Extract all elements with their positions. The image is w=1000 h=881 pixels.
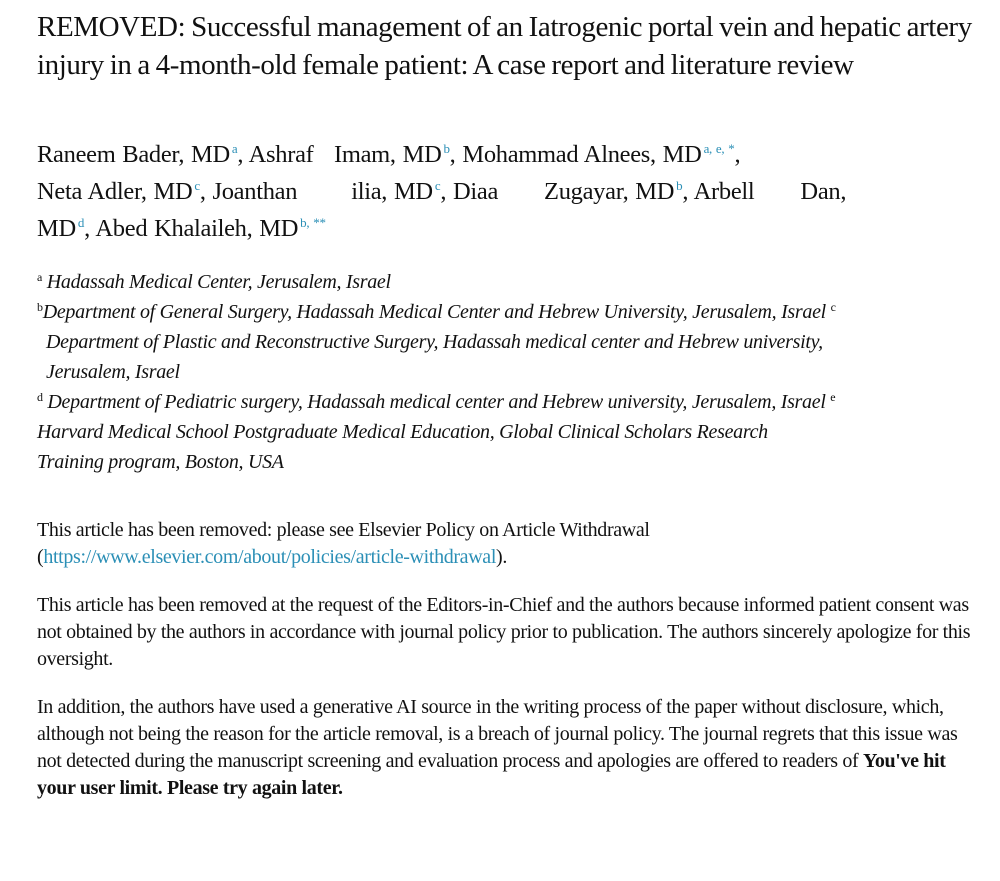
affiliation-text: Jerusalem, Israel <box>46 361 180 383</box>
affiliation-label: d <box>37 390 43 404</box>
article-title: REMOVED: Successful management of an Iatrogenic portal vein and hepatic artery injury in a 4-month-old female patient: A case report and literature review <box>37 11 972 81</box>
affiliation-b <box>37 297 985 327</box>
author-name-part: ilia, MD <box>351 178 433 205</box>
author-name: Neta Adler, MD <box>37 178 193 205</box>
author-name: Ashraf Imam, MD <box>248 141 442 168</box>
affiliation-text: Department of General Surgery, Hadassah Medical Center and Hebrew University, Jerusalem, Israel <box>42 301 826 323</box>
author-affiliation-marker[interactable]: c <box>434 178 441 193</box>
affiliation-label: b <box>37 300 43 314</box>
affiliation-text: Training program, Boston, USA <box>37 451 284 473</box>
affiliation-label: c <box>830 300 836 314</box>
author-affiliation-marker[interactable]: b <box>676 178 683 193</box>
author-8[interactable] <box>95 215 325 242</box>
affiliation-e-continued <box>37 447 985 477</box>
author-affiliation-marker[interactable]: c <box>194 178 200 193</box>
author-affiliation-marker[interactable]: d <box>77 215 85 230</box>
author-name-part: Zugayar, MD <box>544 178 675 205</box>
affiliation-d <box>37 387 985 417</box>
affiliation-a <box>37 267 985 297</box>
affiliation-text: Department of Pediatric surgery, Hadassah medical center and Hebrew university, Jerusalem, Israel <box>47 391 826 413</box>
notice-paragraph-ai <box>37 694 985 802</box>
author-name: Mohammad Alnees, MD <box>462 141 702 168</box>
author-name-part: Dan, <box>800 178 847 205</box>
author-name-part: MD <box>37 215 76 242</box>
removal-notice <box>37 517 985 802</box>
affiliation-text: Harvard Medical School Postgraduate Medical Education, Global Clinical Scholars Research <box>37 421 768 443</box>
author-2[interactable] <box>249 141 450 168</box>
affiliation-list <box>37 267 985 477</box>
notice-text: In addition, the authors have used a generative AI source in the writing process of the paper without disclosure, which, although not being the reason for the article removal, is a breach of journal policy. The journal regrets that this issue was not detected during the manuscript screening and evaluation process and apologies are offered to readers of <box>37 696 958 772</box>
notice-text: ). <box>496 546 507 568</box>
withdrawal-policy-link[interactable]: https://www.elsevier.com/about/policies/article-withdrawal <box>43 546 497 568</box>
author-4[interactable] <box>37 178 200 205</box>
notice-paragraph-consent: This article has been removed at the request of the Editors-in-Chief and the authors because informed patient consent was not obtained by the authors in accordance with journal policy prior to publication. The authors sincerely apologize for this oversight. <box>37 594 971 670</box>
author-6[interactable] <box>453 178 682 205</box>
author-name: Raneem Bader, MD <box>37 141 230 168</box>
author-affiliation-marker[interactable]: a, e, * <box>703 141 735 156</box>
notice-text: This article has been removed: please see Elsevier Policy on Article Withdrawal ( <box>37 519 650 568</box>
affiliation-text: Department of Plastic and Reconstructive Surgery, Hadassah medical center and Hebrew university, <box>46 331 823 353</box>
affiliation-c <box>37 327 985 357</box>
affiliation-c-continued <box>37 357 985 387</box>
author-5[interactable] <box>213 178 441 205</box>
notice-paragraph-policy <box>37 517 985 571</box>
author-affiliation-marker[interactable]: b <box>443 141 450 156</box>
affiliation-label: a <box>37 270 43 284</box>
author-7[interactable] <box>694 178 847 205</box>
article-page <box>37 8 985 823</box>
affiliation-e <box>37 417 985 447</box>
author-name: Abed Khalaileh, MD <box>95 215 299 242</box>
author-name-part: Joanthan <box>212 178 298 205</box>
notice-bold-text: You've hit your user limit. Please try again later. <box>37 750 946 799</box>
affiliation-label: e <box>830 390 836 404</box>
author-3[interactable] <box>462 141 734 168</box>
author-1[interactable] <box>37 141 237 168</box>
author-name-part: Arbell <box>693 178 755 205</box>
author-list: Raneem Bader, MD $^a$, Ashraf Imam, MD $^b$, Mohammad Alnees, MD $^{a, e, *}$, Neta Adler, MD $^c$, Joanthan ilia, MD $^c$, Diaa Zugayar, MD $^b$, Arbell Dan, MD $^d$, Abed Khalaileh, MD $^{b, **}$ <box>37 141 847 242</box>
author-affiliation-marker[interactable]: b, ** <box>300 215 326 230</box>
author-affiliation-marker[interactable]: a <box>231 141 238 156</box>
affiliation-text: Hadassah Medical Center, Jerusalem, Israel <box>46 271 391 293</box>
author-7-continued[interactable] <box>37 215 84 242</box>
author-name-part: Diaa <box>452 178 499 205</box>
